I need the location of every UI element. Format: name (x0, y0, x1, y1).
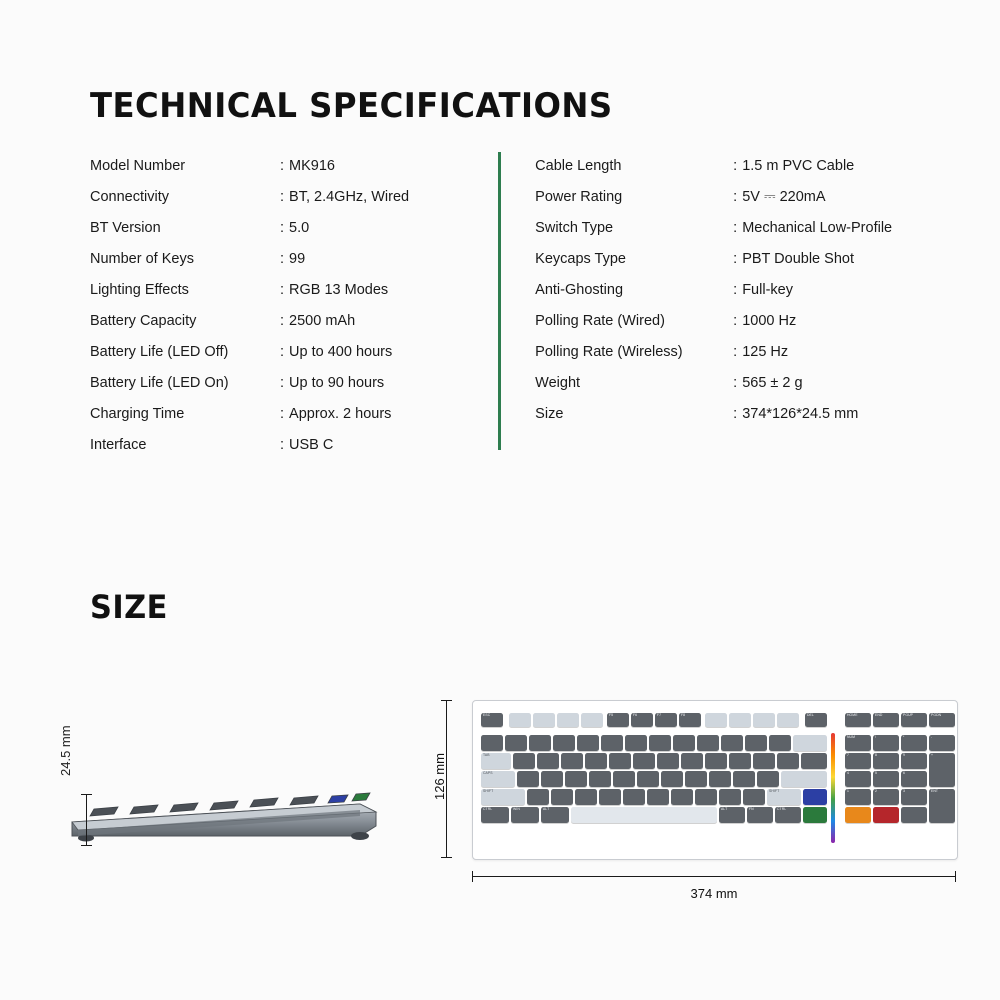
height-dimension-label: 24.5 mm (58, 725, 73, 776)
key-f6 (631, 713, 653, 727)
spec-row (90, 243, 495, 274)
key-ctrl-right-label: CTRL (777, 807, 787, 811)
spec-value (280, 344, 392, 360)
spec-value (733, 313, 796, 329)
key-numpad-9-label: 9 (903, 753, 905, 757)
spec-value-text: 5V ⎓ 220mA (742, 188, 826, 205)
key-3 (553, 735, 575, 751)
spec-row (90, 212, 495, 243)
spec-row (535, 305, 970, 336)
key-numpad-minus (929, 735, 955, 751)
spec-value (733, 344, 788, 360)
size-section-title: SIZE (90, 588, 168, 626)
colon-separator: : (280, 281, 285, 298)
spec-value-text: 2500 mAh (289, 312, 356, 329)
spec-label: Charging Time (90, 405, 185, 422)
spec-value (280, 251, 305, 267)
spec-row (90, 181, 495, 212)
spec-value-text: 1000 Hz (742, 312, 797, 329)
key-o (705, 753, 727, 769)
key-alt-left (541, 807, 569, 823)
key-f5 (607, 713, 629, 727)
key-ctrl-right (775, 807, 801, 823)
colon-separator: : (733, 250, 738, 267)
key-numpad-5-label: 5 (875, 771, 877, 775)
spec-label: Battery Capacity (90, 312, 197, 329)
key-ctrl-left (481, 807, 509, 823)
key-f10 (729, 713, 751, 727)
key-l (709, 771, 731, 787)
key-f8 (679, 713, 701, 727)
key-numpad-multiply (901, 735, 927, 751)
colon-separator: : (733, 219, 738, 236)
key-7 (649, 735, 671, 751)
spec-value-text: USB C (289, 436, 334, 453)
spec-row (90, 429, 495, 460)
spec-value-text: Mechanical Low-Profile (742, 219, 893, 236)
colon-separator: : (733, 343, 738, 360)
spec-row (535, 212, 970, 243)
spec-label: Cable Length (535, 157, 622, 174)
spec-row (535, 150, 970, 181)
key-bracket-right (777, 753, 799, 769)
key-numpad-plus (929, 753, 955, 787)
width-dimension-label: 374 mm (690, 886, 738, 901)
key-pagedown-label: PGDN (931, 713, 942, 717)
colon-separator: : (280, 188, 285, 205)
spec-label: Lighting Effects (90, 281, 189, 298)
key-6 (625, 735, 647, 751)
key-c (575, 789, 597, 805)
specifications-table (90, 150, 970, 460)
spec-row (90, 398, 495, 429)
key-win (511, 807, 539, 823)
key-h (637, 771, 659, 787)
key-f7-label: F7 (657, 713, 662, 717)
key-k (685, 771, 707, 787)
key-end-label: END (875, 713, 883, 717)
key-n (647, 789, 669, 805)
key-tab (481, 753, 511, 769)
spec-row (535, 181, 970, 212)
spec-row (535, 367, 970, 398)
key-f6-label: F6 (633, 713, 638, 717)
key-arrow-right (901, 807, 927, 823)
spec-label: Interface (90, 436, 147, 453)
key-quote (757, 771, 779, 787)
key-shift-left-label: SHIFT (483, 789, 494, 793)
colon-separator: : (733, 405, 738, 422)
key-f3 (557, 713, 579, 727)
spec-value-text: BT, 2.4GHz, Wired (289, 188, 410, 205)
key-t (609, 753, 631, 769)
spec-value-text: PBT Double Shot (742, 250, 854, 267)
spec-row (535, 336, 970, 367)
spec-row (90, 367, 495, 398)
key-capslock-label: CAPS (483, 771, 493, 775)
key-numlock-label: NUM (847, 735, 856, 739)
spec-value (280, 282, 388, 298)
key-slash (743, 789, 765, 805)
key-2 (529, 735, 551, 751)
colon-separator: : (280, 219, 285, 236)
key-x (551, 789, 573, 805)
key-pageup (901, 713, 927, 727)
key-f8-label: F8 (681, 713, 686, 717)
key-win-label: WIN (513, 807, 520, 811)
key-d (565, 771, 587, 787)
colon-separator: : (280, 405, 285, 422)
key-ctrl-left-label: CTRL (483, 807, 493, 811)
key-capslock (481, 771, 515, 787)
key-r (585, 753, 607, 769)
key-fn-label: FN (749, 807, 754, 811)
key-shift-right-label: SHIFT (769, 789, 780, 793)
key-esc (481, 713, 503, 727)
spec-value (280, 158, 335, 174)
key-numpad-7 (845, 753, 871, 769)
key-f4 (581, 713, 603, 727)
key-shift-left (481, 789, 525, 805)
colon-separator: : (280, 343, 285, 360)
key-i (681, 753, 703, 769)
key-semicolon (733, 771, 755, 787)
key-equals (769, 735, 791, 751)
key-8 (673, 735, 695, 751)
key-f5-label: F5 (609, 713, 614, 717)
key-numpad-enter-label: ENT (931, 789, 939, 793)
key-u (657, 753, 679, 769)
key-alt-right-label: ALT (721, 807, 728, 811)
depth-dimension-label: 126 mm (432, 753, 447, 800)
key-numpad-enter (929, 789, 955, 823)
spec-label: Battery Life (LED Off) (90, 343, 229, 360)
key-numpad-1-label: 1 (847, 789, 849, 793)
spec-column-right (495, 150, 970, 460)
key-f9 (705, 713, 727, 727)
key-comma (695, 789, 717, 805)
colon-separator: : (280, 157, 285, 174)
key-numpad-8-label: 8 (875, 753, 877, 757)
spec-label: Switch Type (535, 219, 614, 236)
key-numpad-period (873, 807, 899, 823)
key-delete-label: DEL (807, 713, 814, 717)
spec-value (733, 375, 802, 391)
key-numpad-4-label: 4 (847, 771, 849, 775)
spec-row (90, 336, 495, 367)
spec-value-text: 5.0 (289, 219, 310, 236)
key-numpad-0 (845, 807, 871, 823)
key-f (589, 771, 611, 787)
key-numpad-9 (901, 753, 927, 769)
key-numpad-3 (901, 789, 927, 805)
key-backspace (793, 735, 827, 751)
spec-value (280, 375, 384, 391)
spec-label: BT Version (90, 219, 161, 236)
key-f11 (753, 713, 775, 727)
colon-separator: : (733, 374, 738, 391)
spec-row (90, 305, 495, 336)
key-a (517, 771, 539, 787)
key-numlock (845, 735, 871, 751)
spec-label: Anti-Ghosting (535, 281, 624, 298)
spec-value (280, 437, 333, 453)
key-q (513, 753, 535, 769)
spec-value (280, 313, 355, 329)
spec-label: Connectivity (90, 188, 169, 205)
spec-label: Size (535, 405, 564, 422)
key-shift-right (767, 789, 801, 805)
spec-value (733, 406, 858, 422)
spec-label: Polling Rate (Wireless) (535, 343, 683, 360)
key-end (873, 713, 899, 727)
spec-value (280, 189, 409, 205)
spec-value-text: 1.5 m PVC Cable (742, 157, 855, 174)
key-numpad-multiply-label: * (903, 735, 905, 739)
key-1 (505, 735, 527, 751)
keyboard-key-layout (479, 707, 951, 853)
spec-value-text: Approx. 2 hours (289, 405, 392, 422)
key-numpad-divide (873, 735, 899, 751)
width-dimension-line (472, 876, 956, 877)
colon-separator: : (280, 250, 285, 267)
spec-row (535, 274, 970, 305)
key-pagedown (929, 713, 955, 727)
spec-row (90, 274, 495, 305)
key-tab-label: TAB (483, 753, 490, 757)
keyboard-top-view (472, 700, 958, 860)
spec-value (280, 406, 391, 422)
spec-value-text: Up to 90 hours (289, 374, 385, 391)
key-arrow-up (803, 789, 827, 805)
spec-row (90, 150, 495, 181)
spec-label: Polling Rate (Wired) (535, 312, 665, 329)
key-delete (805, 713, 827, 727)
keyboard-side-view (60, 760, 400, 870)
key-f12 (777, 713, 799, 727)
key-bracket-left (753, 753, 775, 769)
spec-value-text: 99 (289, 250, 306, 267)
key-numpad-2-label: 2 (875, 789, 877, 793)
spec-value-text: 565 ± 2 g (742, 374, 803, 391)
key-y (633, 753, 655, 769)
key-f2 (533, 713, 555, 727)
key-w (537, 753, 559, 769)
spec-value-text: Full-key (742, 281, 793, 298)
colon-separator: : (733, 312, 738, 329)
key-numpad-2 (873, 789, 899, 805)
key-numpad-5 (873, 771, 899, 787)
key-4 (577, 735, 599, 751)
key-numpad-3-label: 3 (903, 789, 905, 793)
colon-separator: : (280, 374, 285, 391)
colon-separator: : (733, 281, 738, 298)
key-minus (745, 735, 767, 751)
spec-value-text: 374*126*24.5 mm (742, 405, 859, 422)
page-title: TECHNICAL SPECIFICATIONS (90, 86, 613, 126)
keyboard-side-illustration (60, 760, 400, 870)
key-e (561, 753, 583, 769)
colon-separator: : (733, 188, 738, 205)
key-space (571, 807, 717, 823)
spec-value (733, 251, 854, 267)
spec-label: Keycaps Type (535, 250, 626, 267)
key-alt-right (719, 807, 745, 823)
key-f1 (509, 713, 531, 727)
key-m (671, 789, 693, 805)
key-home-label: HOME (847, 713, 858, 717)
spec-value (733, 220, 892, 236)
spec-value-text: MK916 (289, 157, 335, 174)
spec-value (733, 189, 825, 205)
spec-label: Weight (535, 374, 581, 391)
key-numpad-8 (873, 753, 899, 769)
key-numpad-6-label: 6 (903, 771, 905, 775)
key-pageup-label: PGUP (903, 713, 914, 717)
key-arrow-left (803, 807, 827, 823)
key-alt-left-label: ALT (543, 807, 550, 811)
key-enter (781, 771, 827, 787)
key-f7 (655, 713, 677, 727)
spec-value-text: Up to 400 hours (289, 343, 393, 360)
key-0 (721, 735, 743, 751)
key-numpad-divide-label: / (875, 735, 877, 739)
key-esc-label: ESC (483, 713, 491, 717)
key-numpad-1 (845, 789, 871, 805)
key-z (527, 789, 549, 805)
key-b (623, 789, 645, 805)
key-v (599, 789, 621, 805)
rgb-strip-left (831, 733, 835, 843)
spec-label: Battery Life (LED On) (90, 374, 229, 391)
key-j (661, 771, 683, 787)
colon-separator: : (280, 436, 285, 453)
spec-value (733, 158, 854, 174)
key-numpad-6 (901, 771, 927, 787)
key-s (541, 771, 563, 787)
key-numpad-7-label: 7 (847, 753, 849, 757)
spec-row (535, 243, 970, 274)
colon-separator: : (280, 312, 285, 329)
spec-label: Number of Keys (90, 250, 194, 267)
key-numpad-4 (845, 771, 871, 787)
key-p (729, 753, 751, 769)
key-g (613, 771, 635, 787)
key-backslash (801, 753, 827, 769)
key-fn (747, 807, 773, 823)
key-numpad-plus-label: + (931, 753, 934, 757)
height-dimension-line (86, 794, 87, 846)
colon-separator: : (733, 157, 738, 174)
spec-value-text: RGB 13 Modes (289, 281, 389, 298)
key-9 (697, 735, 719, 751)
key-tilde (481, 735, 503, 751)
spec-value-text: 125 Hz (742, 343, 789, 360)
key-home (845, 713, 871, 727)
spec-value (733, 282, 793, 298)
spec-value (280, 220, 309, 236)
spec-label: Power Rating (535, 188, 623, 205)
spec-column-left (90, 150, 495, 460)
spec-row (535, 398, 970, 429)
key-5 (601, 735, 623, 751)
key-period (719, 789, 741, 805)
spec-label: Model Number (90, 157, 186, 174)
key-numpad-minus-label: - (931, 735, 933, 739)
